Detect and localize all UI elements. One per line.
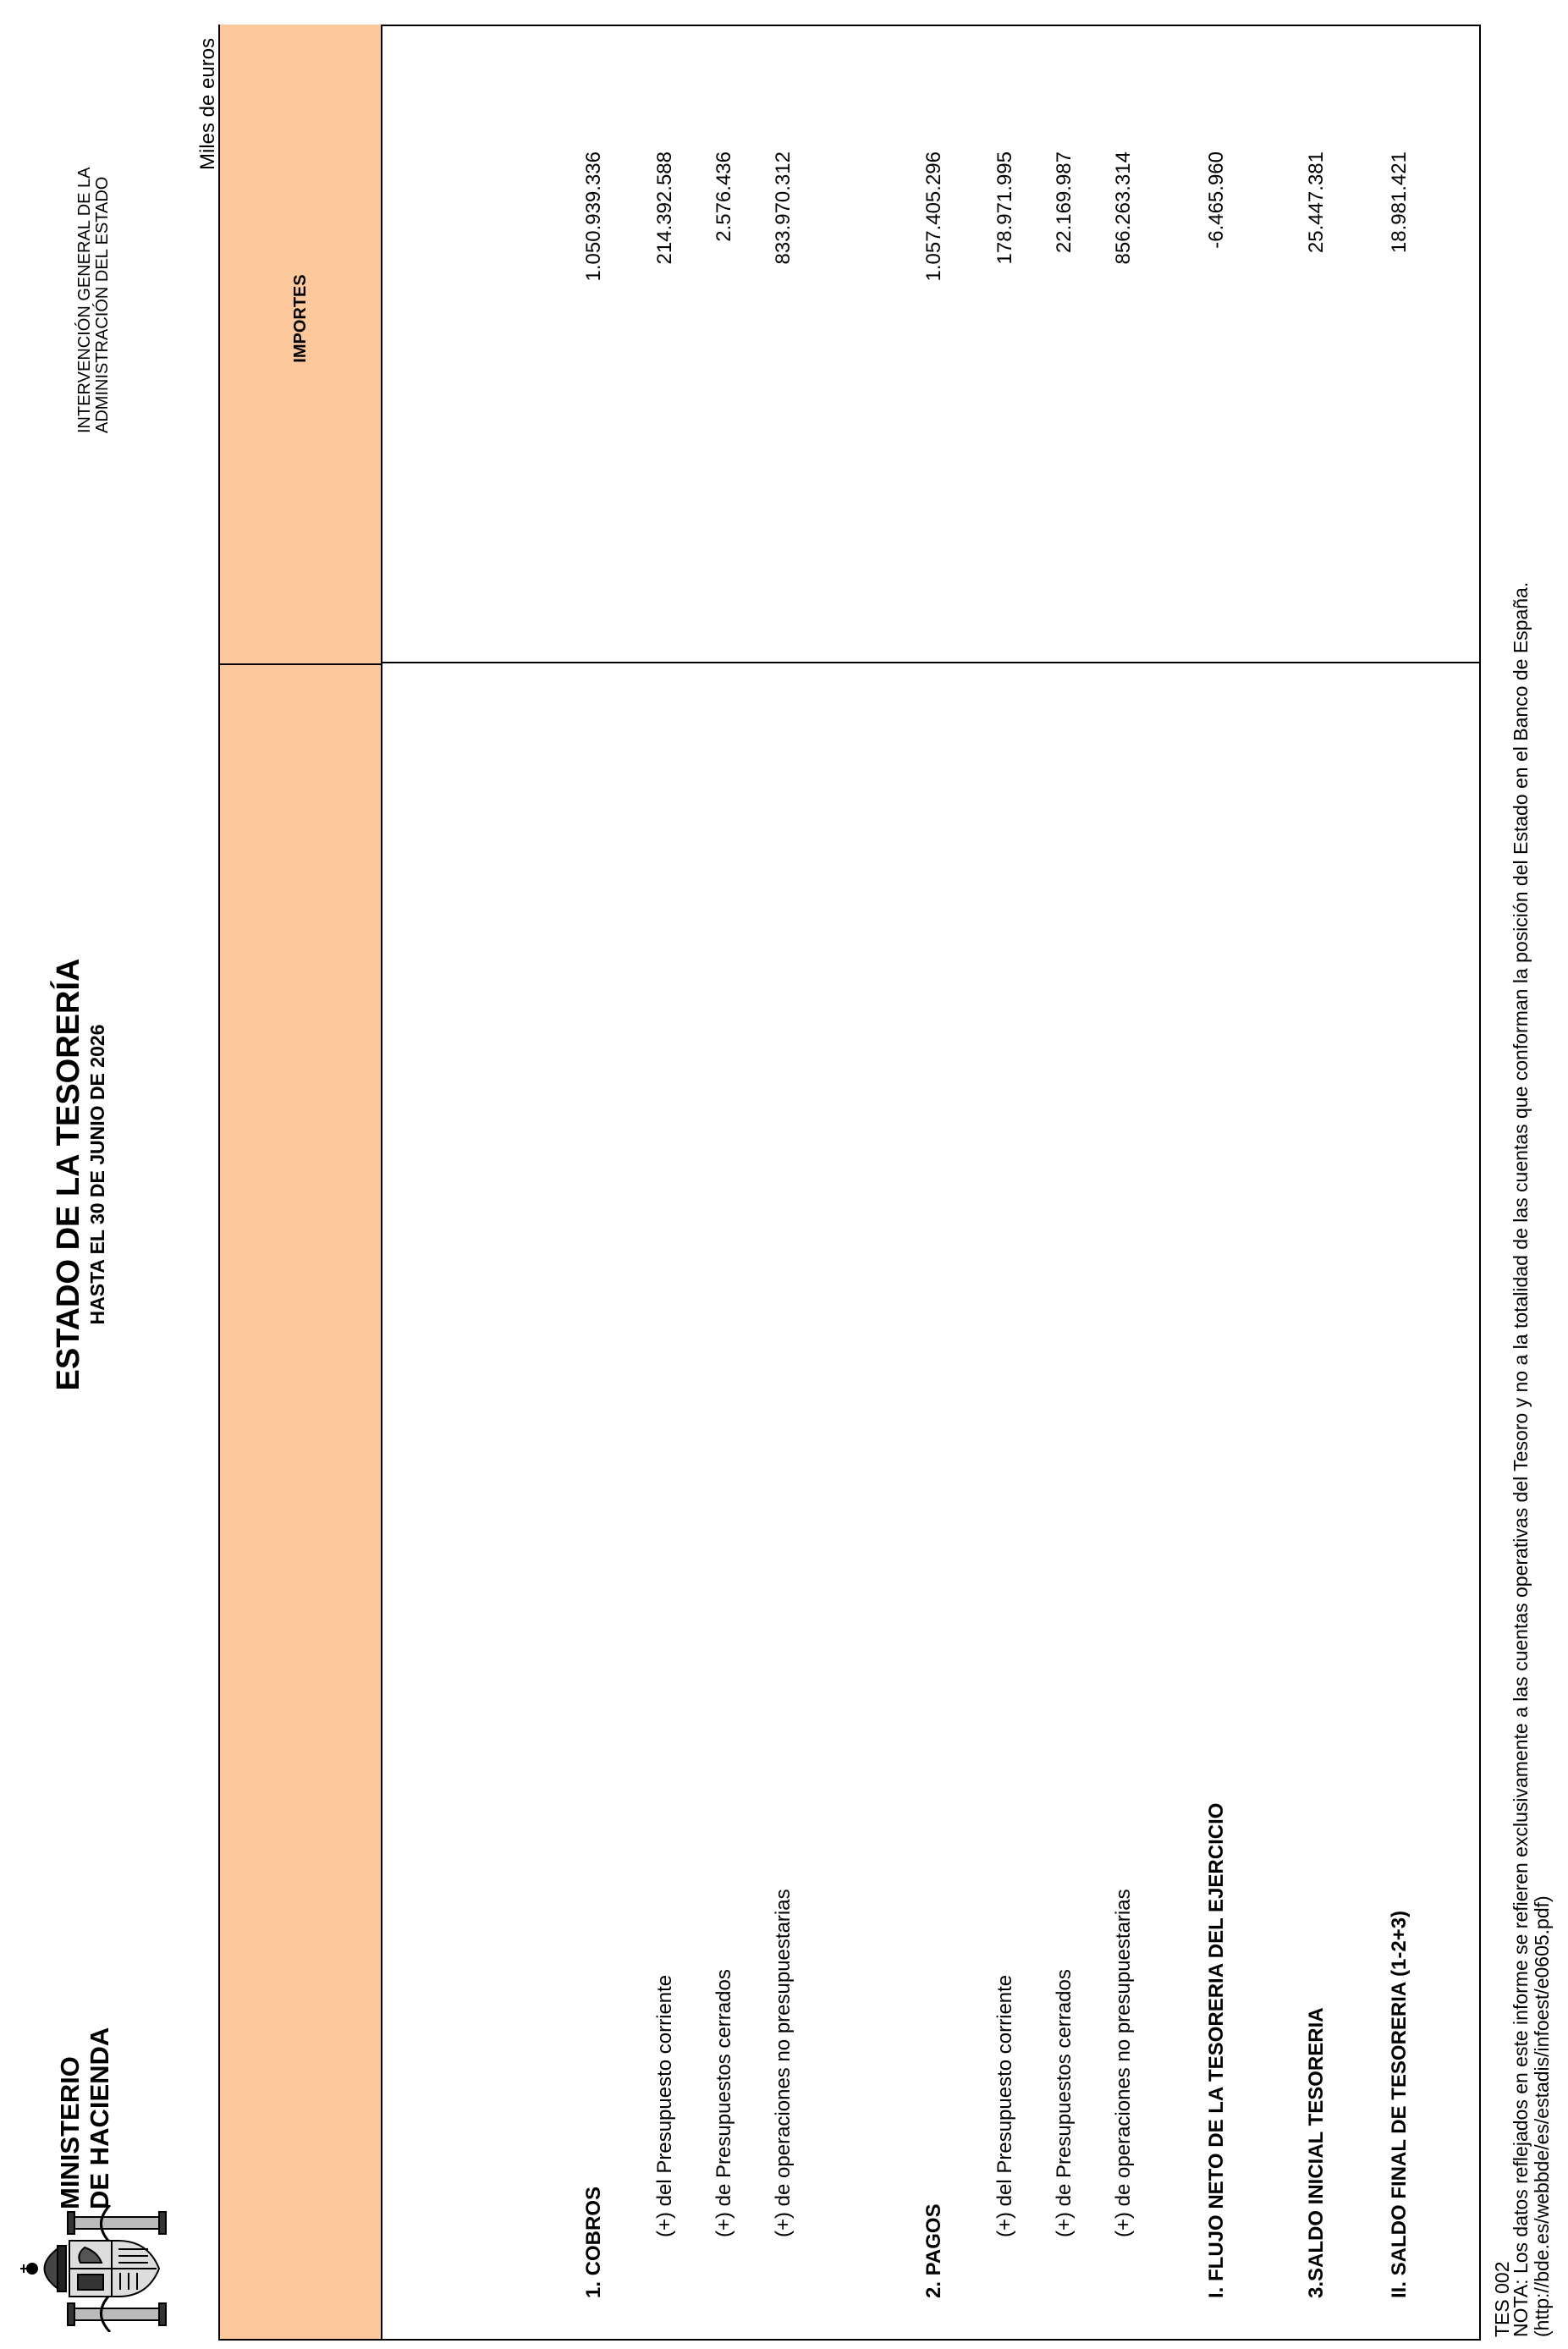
footnote [1510, 582, 1553, 2337]
row-label: 2. PAGOS [922, 2203, 945, 2298]
row-value: 2.576.436 [712, 151, 735, 242]
page-subtitle: HASTA EL 30 DE JUNIO DE 2026 [86, 1024, 108, 1325]
treasury-table [218, 25, 1481, 2341]
ministry-line-2: DE HACIENDA [85, 2027, 114, 2209]
ministry-line-1: MINISTERIO [55, 2056, 85, 2209]
footnote-line-1: NOTA: Los datos reflejados en este informe se refieren exclusivamente a las cuentas operativas del Tesoro y no a la totalidad de las cuentas que conforman la posición del Estado en el Banco de España. [1510, 581, 1532, 2337]
page-title: ESTADO DE LA TESORERÍA [51, 958, 86, 1391]
row-label: (+) de operaciones no presupuestarias [1112, 1889, 1135, 2237]
amounts-header-label: IMPORTES [290, 274, 310, 363]
concept-column-header [220, 663, 382, 2339]
table-row [767, 26, 801, 2339]
agency-line-2: ADMINISTRACIÓN DEL ESTADO [93, 176, 112, 433]
table-row [707, 26, 741, 2339]
amounts-column-header [220, 25, 382, 663]
row-label: (+) de Presupuestos cerrados [1053, 1969, 1076, 2237]
row-label: (+) de operaciones no presupuestarias [772, 1889, 795, 2237]
table-row [1300, 26, 1334, 2339]
row-label: (+) del Presupuesto corriente [993, 1974, 1016, 2237]
report-code: TES 002 [1491, 2261, 1513, 2337]
row-label: I. FLUJO NETO DE LA TESORERIA DEL EJERCICIO [1205, 1802, 1228, 2298]
row-value: 1.050.939.336 [582, 151, 605, 282]
row-label: II. SALDO FINAL DE TESORERIA (1-2+3) [1388, 1910, 1411, 2298]
row-label: (+) del Presupuesto corriente [653, 1974, 676, 2237]
row-value: 833.970.312 [772, 151, 795, 265]
row-value: 22.169.987 [1053, 151, 1076, 254]
row-label: (+) de Presupuestos cerrados [712, 1969, 735, 2237]
row-value: 856.263.314 [1112, 151, 1135, 265]
table-row [988, 26, 1022, 2339]
footnote-link: (http://bde.es/webbde/es/estadis/infoest/e0605.pdf) [1531, 1895, 1553, 2337]
table-row [1383, 26, 1417, 2339]
table-row [1048, 26, 1081, 2339]
row-value: 25.447.381 [1305, 151, 1328, 254]
row-label: 1. COBROS [582, 2186, 605, 2298]
agency-name [76, 167, 112, 433]
table-row [1107, 26, 1141, 2339]
table-row [648, 26, 682, 2339]
row-label: 3.SALDO INICIAL TESORERIA [1305, 2007, 1328, 2298]
row-value: -6.465.960 [1205, 151, 1228, 249]
row-value: 178.971.995 [993, 151, 1016, 265]
table-row [577, 26, 611, 2339]
agency-line-1: INTERVENCIÓN GENERAL DE LA [75, 167, 94, 433]
table-row [1200, 26, 1234, 2339]
row-value: 1.057.405.296 [922, 151, 945, 282]
units-label: Miles de euros [196, 37, 219, 170]
row-value: 18.981.421 [1388, 151, 1411, 254]
table-row [917, 26, 951, 2339]
row-value: 214.392.588 [653, 151, 676, 265]
